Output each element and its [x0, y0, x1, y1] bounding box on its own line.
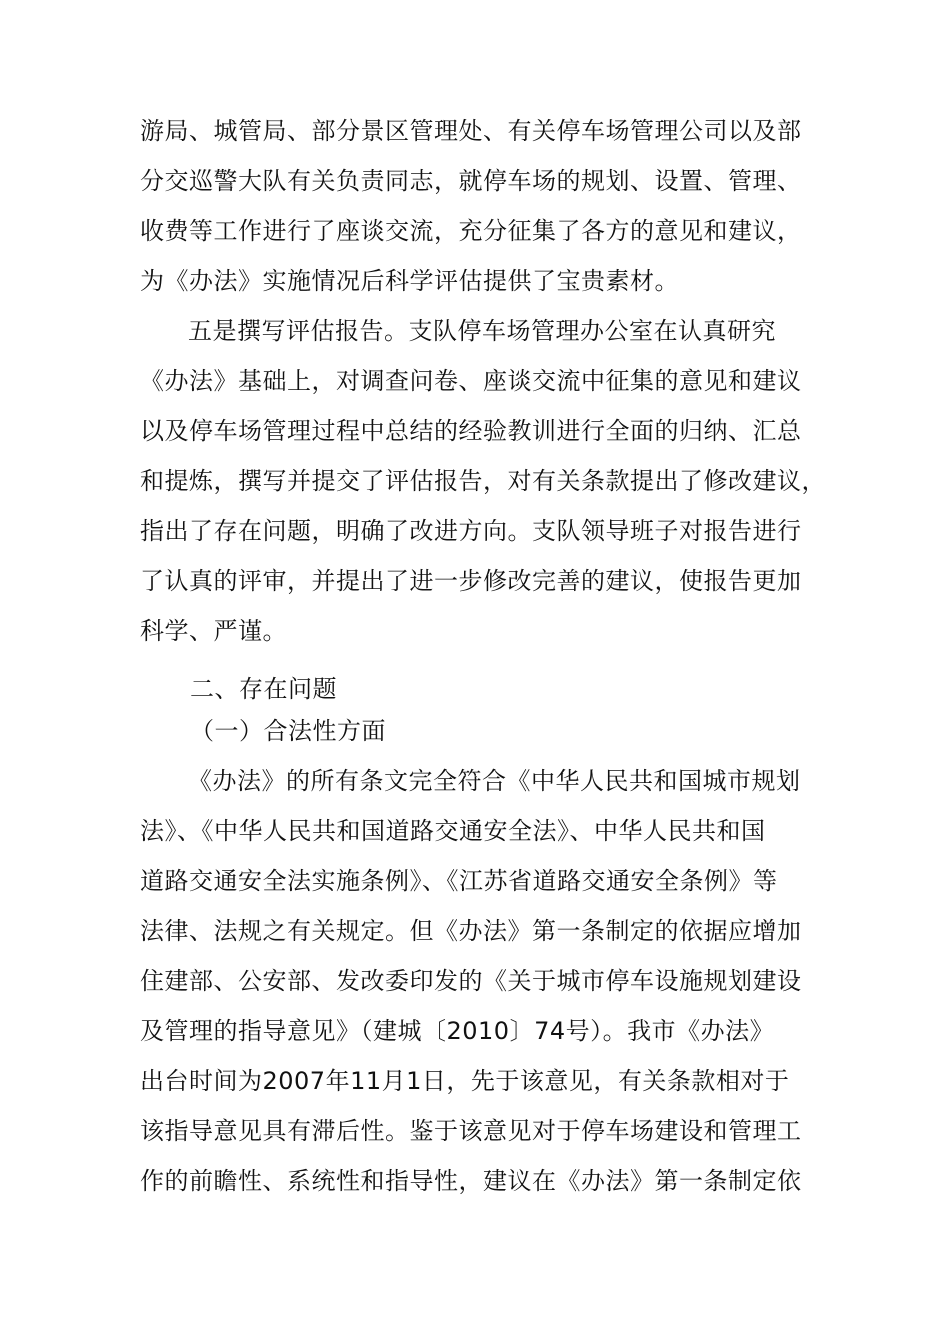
- section-heading: 二、存在问题: [190, 675, 337, 703]
- text-line: 出台时间为2007年11月1日，先于该意见，有关条款相对于: [140, 1067, 790, 1095]
- subsection-heading: （一）合法性方面: [190, 717, 386, 745]
- paragraph-start-line: 五是撰写评估报告。支队停车场管理办公室在认真研究: [188, 317, 776, 345]
- text-line: 分交巡警大队有关负责同志，就停车场的规划、设置、管理、: [140, 167, 802, 195]
- text-line: 科学、严谨。: [140, 617, 287, 645]
- text-line: 收费等工作进行了座谈交流，充分征集了各方的意见和建议，: [140, 217, 802, 245]
- text-line: 《办法》基础上，对调查问卷、座谈交流中征集的意见和建议: [140, 367, 802, 395]
- text-line: 了认真的评审，并提出了进一步修改完善的建议，使报告更加: [140, 567, 802, 595]
- text-line: 法律、法规之有关规定。但《办法》第一条制定的依据应增加: [140, 917, 802, 945]
- text-line: 法》、《中华人民共和国道路交通安全法》、中华人民共和国: [140, 817, 766, 845]
- text-line: 和提炼，撰写并提交了评估报告，对有关条款提出了修改建议，: [140, 467, 826, 495]
- text-line: 道路交通安全法实施条例》、《江苏省道路交通安全条例》等: [140, 867, 778, 895]
- paragraph-start-line: 《办法》的所有条文完全符合《中华人民共和国城市规划: [188, 767, 801, 795]
- text-line: 及管理的指导意见》（建城〔2010〕74号）。我市《办法》: [140, 1017, 775, 1045]
- text-line: 以及停车场管理过程中总结的经验教训进行全面的归纳、汇总: [140, 417, 802, 445]
- text-line: 住建部、公安部、发改委印发的《关于城市停车设施规划建设: [140, 967, 802, 995]
- text-line: 指出了存在问题，明确了改进方向。支队领导班子对报告进行: [140, 517, 802, 545]
- text-line: 游局、城管局、部分景区管理处、有关停车场管理公司以及部: [140, 117, 802, 145]
- text-line: 该指导意见具有滞后性。鉴于该意见对于停车场建设和管理工: [140, 1117, 802, 1145]
- text-line: 为《办法》实施情况后科学评估提供了宝贵素材。: [140, 267, 679, 295]
- text-line: 作的前瞻性、系统性和指导性，建议在《办法》第一条制定依: [140, 1167, 802, 1195]
